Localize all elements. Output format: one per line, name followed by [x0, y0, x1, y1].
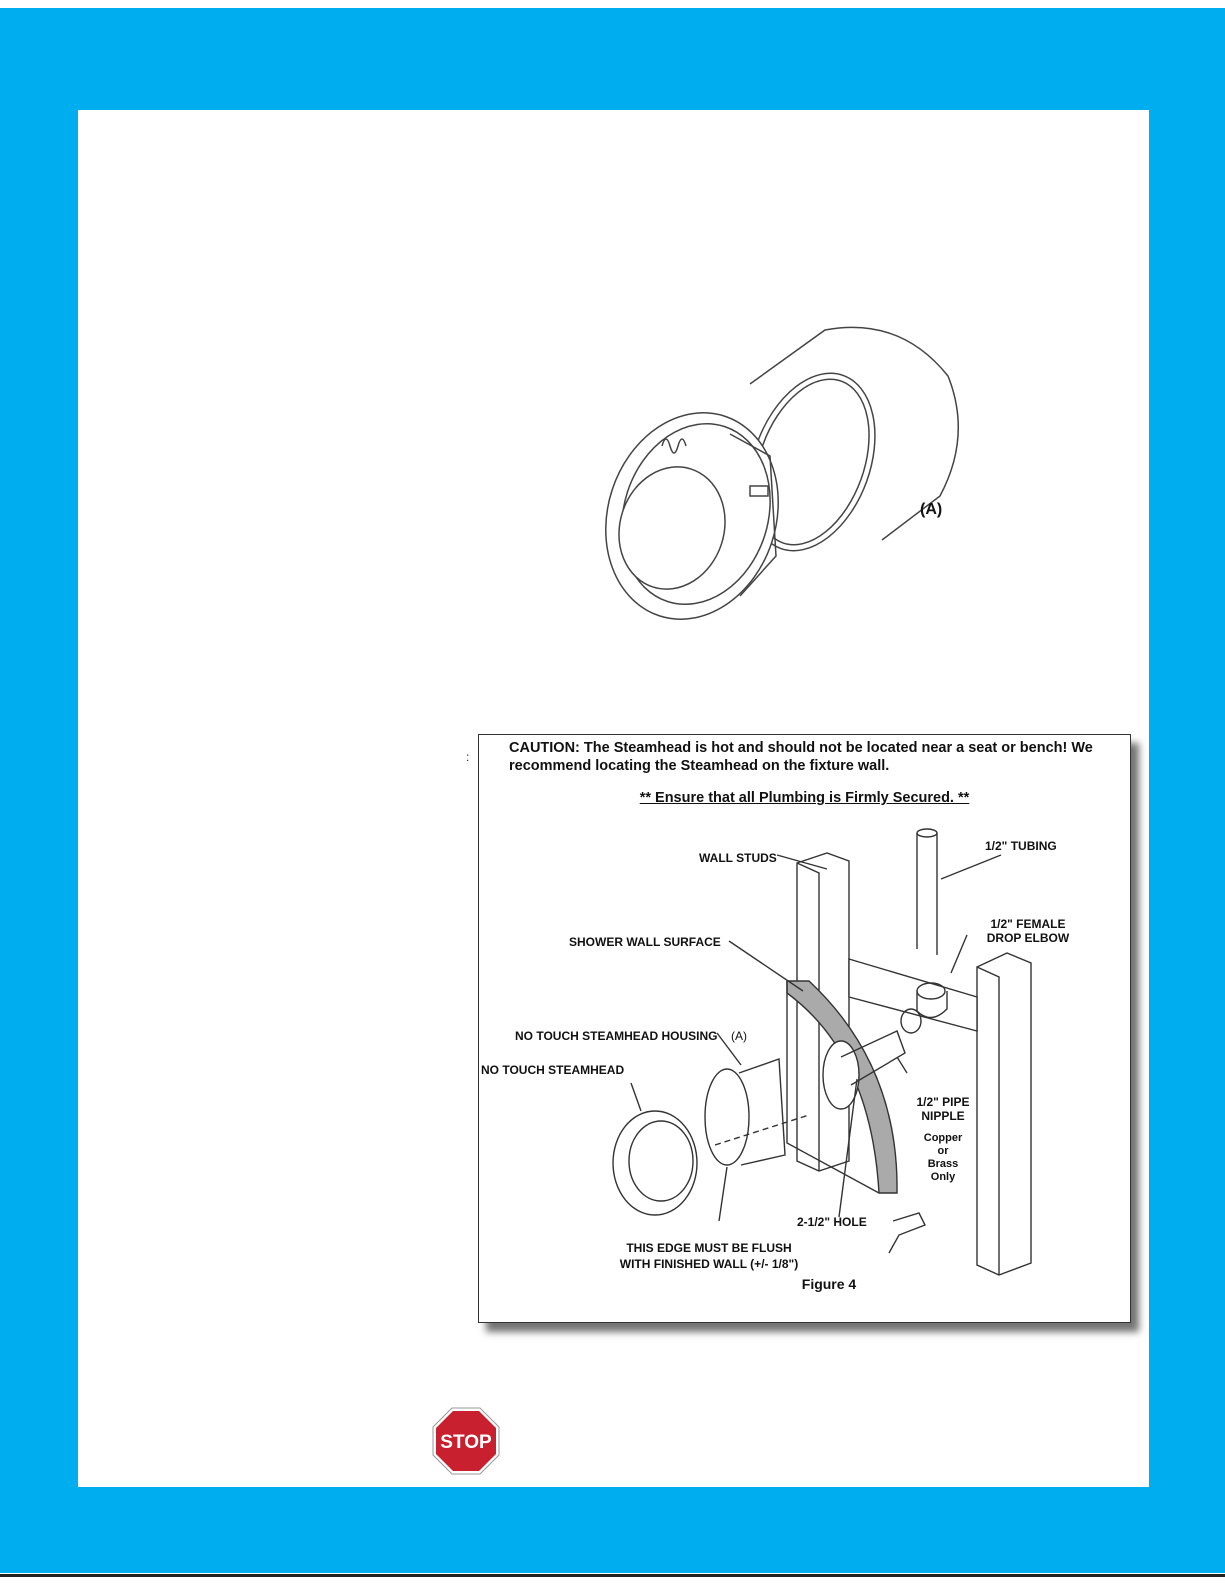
figure-a-label: (A): [920, 501, 943, 518]
bottom-rule: [0, 1574, 1225, 1577]
label-elbow-1: 1/2" FEMALE: [990, 917, 1066, 931]
steamhead-housing-illustration: [600, 306, 972, 630]
label-steamhead: NO TOUCH STEAMHEAD: [481, 1063, 625, 1077]
secure-note: ** Ensure that all Plumbing is Firmly Secured. **: [639, 790, 970, 806]
label-only: Only: [930, 1171, 956, 1183]
figure-4-box: [478, 734, 1131, 1323]
caution-text: CAUTION: The Steamhead is hot and should not be located near a seat or bench! We recommend locating the Steamhead on the fixture wall.: [509, 740, 1093, 774]
figure-caption: Figure 4: [801, 1276, 857, 1292]
label-nipple-1: 1/2" PIPE: [916, 1095, 970, 1109]
label-flush-1: THIS EDGE MUST BE FLUSH: [626, 1241, 792, 1255]
label-copper: Copper: [923, 1132, 963, 1144]
label-housing: NO TOUCH STEAMHEAD HOUSING: [515, 1029, 718, 1043]
label-wall-studs: WALL STUDS: [699, 851, 777, 865]
label-brass: Brass: [927, 1158, 959, 1170]
label-housing-ref: (A): [731, 1029, 747, 1043]
label-tubing: 1/2" TUBING: [985, 839, 1057, 853]
label-shower-wall: SHOWER WALL SURFACE: [569, 935, 721, 949]
label-or: or: [937, 1145, 949, 1157]
steamhead-parts-drawing: [600, 306, 972, 630]
stray-mark: :: [466, 750, 470, 764]
label-nipple-2: NIPPLE: [921, 1109, 965, 1123]
label-flush-2: WITH FINISHED WALL (+/- 1/8"): [619, 1257, 799, 1271]
stop-sign-icon: [431, 1406, 501, 1476]
stop-sign-text: STOP: [440, 1432, 492, 1453]
label-hole: 2-1/2" HOLE: [797, 1215, 867, 1229]
label-elbow-2: DROP ELBOW: [986, 931, 1070, 945]
